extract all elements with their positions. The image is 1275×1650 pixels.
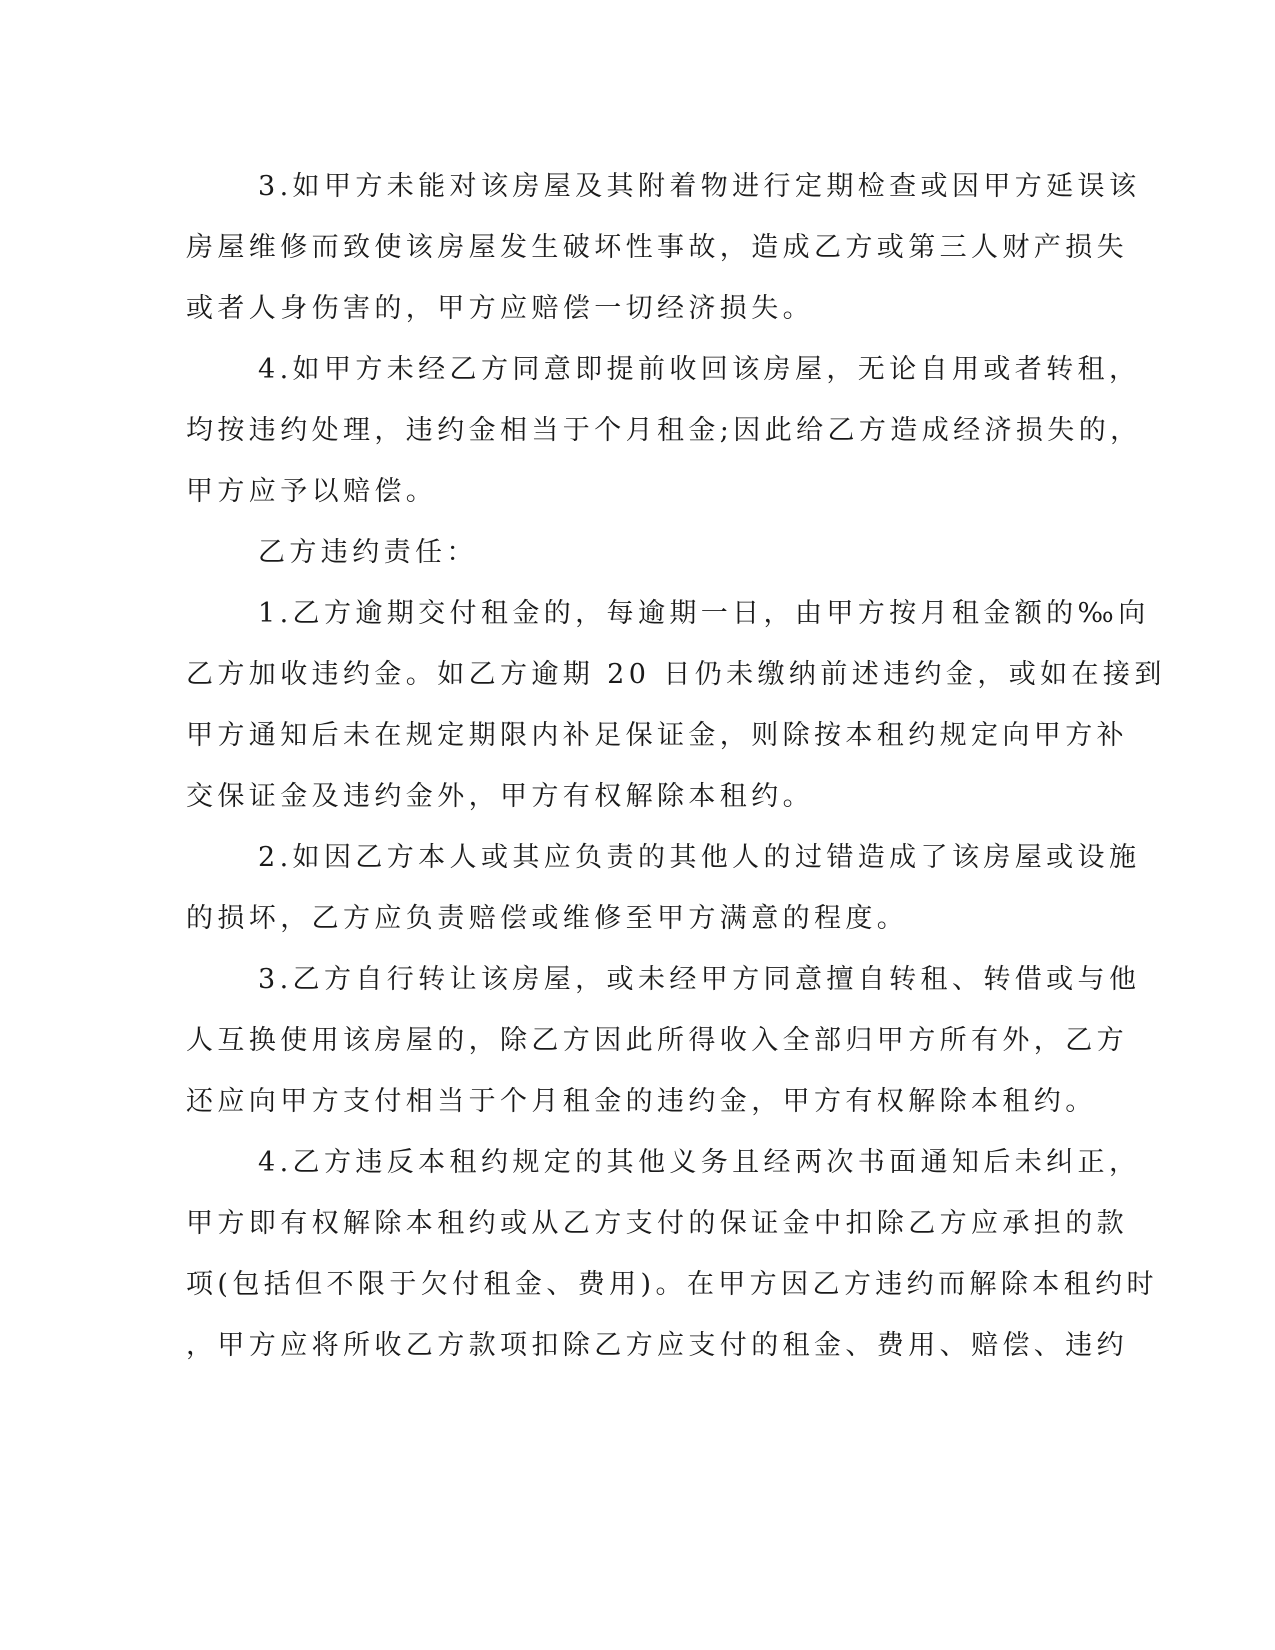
- text-line: 甲方即有权解除本租约或从乙方支付的保证金中扣除乙方应承担的款: [186, 1208, 1128, 1239]
- text-line: 房屋维修而致使该房屋发生破坏性事故，造成乙方或第三人财产损失: [186, 232, 1128, 263]
- text-line: 均按违约处理，违约金相当于个月租金;因此给乙方造成经济损失的，: [186, 415, 1142, 446]
- section-heading: 乙方违约责任：: [258, 537, 478, 568]
- text-line: 人互换使用该房屋的，除乙方因此所得收入全部归甲方所有外，乙方: [186, 1025, 1128, 1056]
- text-line: 甲方通知后未在规定期限内补足保证金，则除按本租约规定向甲方补: [186, 720, 1128, 751]
- text-line: 1.乙方逾期交付租金的，每逾期一日，由甲方按月租金额的‰向: [258, 598, 1150, 629]
- text-line: 交保证金及违约金外，甲方有权解除本租约。: [186, 781, 814, 812]
- text-line: 甲方应予以赔偿。: [186, 476, 438, 507]
- text-line: 或者人身伤害的，甲方应赔偿一切经济损失。: [186, 293, 814, 324]
- text-line: 的损坏，乙方应负责赔偿或维修至甲方满意的程度。: [186, 903, 909, 934]
- text-line: 3.乙方自行转让该房屋，或未经甲方同意擅自转租、转借或与他: [258, 964, 1141, 995]
- text-line: ，甲方应将所收乙方款项扣除乙方应支付的租金、费用、赔偿、违约: [186, 1330, 1128, 1361]
- text-line: 还应向甲方支付相当于个月租金的违约金，甲方有权解除本租约。: [186, 1086, 1097, 1117]
- text-line: 项(包括但不限于欠付租金、费用)。在甲方因乙方违约而解除本租约时: [186, 1269, 1158, 1300]
- text-line: 乙方加收违约金。如乙方逾期 20 日仍未缴纳前述违约金，或如在接到: [186, 659, 1166, 690]
- text-line: 4.如甲方未经乙方同意即提前收回该房屋，无论自用或者转租，: [258, 354, 1141, 385]
- text-line: 3.如甲方未能对该房屋及其附着物进行定期检查或因甲方延误该: [258, 171, 1141, 202]
- text-line: 4.乙方违反本租约规定的其他义务且经两次书面通知后未纠正，: [258, 1147, 1141, 1178]
- text-line: 2.如因乙方本人或其应负责的其他人的过错造成了该房屋或设施: [258, 842, 1141, 873]
- document-body: [186, 156, 1166, 1376]
